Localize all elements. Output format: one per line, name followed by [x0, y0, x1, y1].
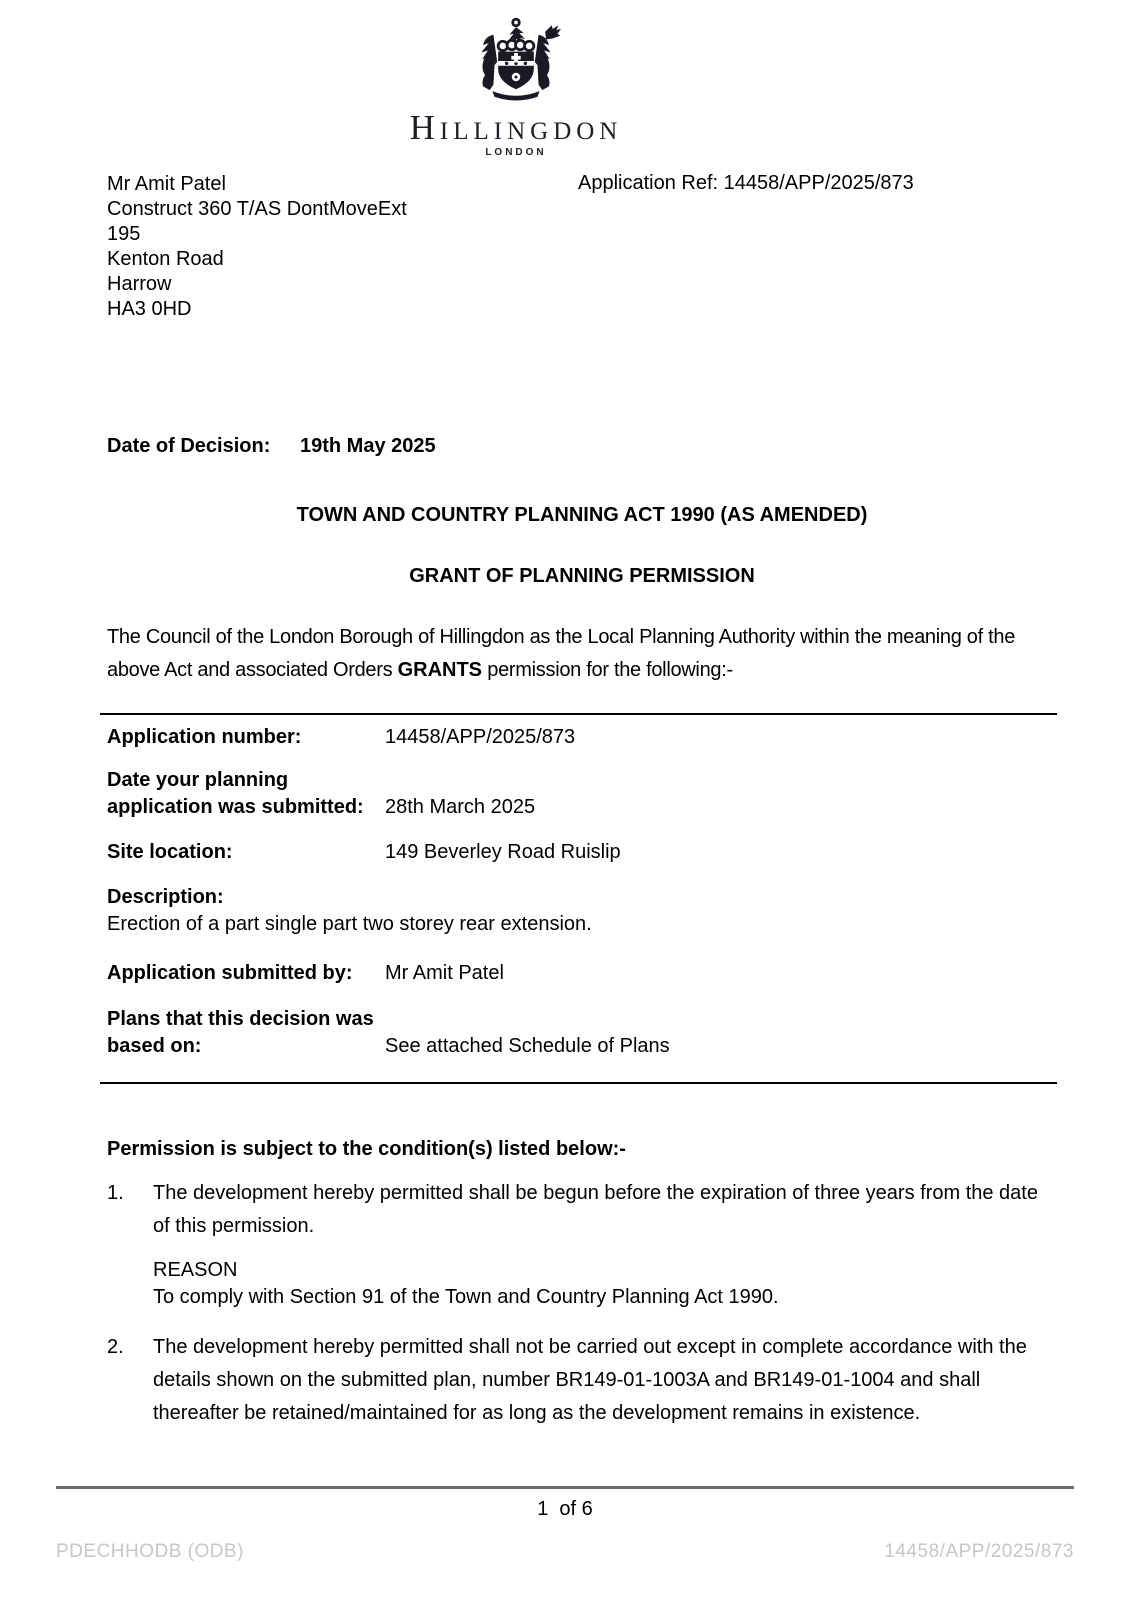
council-logo-subtitle: LONDON — [485, 147, 547, 158]
condition-1-reason — [153, 1257, 1057, 1311]
grant-heading: GRANT OF PLANNING PERMISSION — [409, 565, 755, 587]
condition-item-1 — [107, 1177, 1057, 1311]
condition-2-number: 2. — [107, 1336, 124, 1358]
submitted-by-row — [107, 960, 1057, 987]
footer-application-ref: 14458/APP/2025/873 — [884, 1541, 1074, 1562]
act-heading: TOWN AND COUNTRY PLANNING ACT 1990 (AS AMENDED) — [296, 504, 868, 526]
site-location-value: 149 Beverley Road Ruislip — [385, 841, 621, 863]
recipient-name: Mr Amit Patel — [107, 173, 226, 195]
intro-grants-word: GRANTS — [397, 659, 483, 681]
recipient-company: Construct 360 T/AS DontMoveExt — [107, 198, 407, 220]
date-of-decision-value: 19th May 2025 — [300, 435, 436, 457]
recipient-town: Harrow — [107, 273, 172, 295]
plans-label: Plans that this decision was based on: — [107, 1008, 374, 1057]
description-label: Description: — [107, 886, 224, 908]
submitted-date-label: Date your planning application was submitted: — [107, 769, 364, 818]
footer-document-code: PDECHHODB (ODB) — [56, 1541, 245, 1562]
page-number: 1 of 6 — [537, 1498, 593, 1520]
conditions-heading: Permission is subject to the condition(s) listed below:- — [107, 1138, 626, 1160]
submitted-date-value: 28th March 2025 — [385, 796, 536, 818]
divider-top — [100, 713, 1057, 715]
application-details — [107, 724, 1057, 1060]
application-number-row — [107, 724, 1057, 751]
intro-text-after: permission for the following:- — [482, 659, 733, 681]
plans-row — [107, 1006, 1057, 1060]
divider-bottom — [100, 1082, 1057, 1084]
hillingdon-crest-icon — [464, 14, 568, 108]
condition-1-reason-label: REASON — [153, 1259, 238, 1281]
plans-value: See attached Schedule of Plans — [385, 1035, 670, 1057]
date-of-decision-label: Date of Decision: — [107, 435, 271, 457]
condition-1-number: 1. — [107, 1182, 124, 1204]
recipient-house-number: 195 — [107, 223, 141, 245]
letter-head-row — [107, 172, 1130, 322]
date-of-decision-row — [107, 434, 1130, 459]
council-logo-wordmark: Hillingdon — [409, 108, 623, 147]
site-location-row — [107, 839, 1057, 866]
intro-text-before: The Council of the London Borough of Hillingdon as the Local Planning Authority within the meaning of the above Act and associated Orders — [107, 626, 1016, 681]
footer-divider — [56, 1486, 1074, 1489]
recipient-postcode: HA3 0HD — [107, 298, 192, 320]
submitted-by-label: Application submitted by: — [107, 962, 353, 984]
condition-1-text: The development hereby permitted shall be begun before the expiration of three years from the date of this permission. — [153, 1182, 1038, 1237]
application-number-label: Application number: — [107, 726, 302, 748]
intro-paragraph — [107, 621, 1057, 687]
application-number-value: 14458/APP/2025/873 — [385, 726, 576, 748]
condition-2-text: The development hereby permitted shall not be carried out except in complete accordance with the details shown on the submitted plan, number BR149-01-1003A and BR149-01-1004 and shall thereafter be retained/maintained for as long as the development remains in existence. — [153, 1336, 1027, 1424]
council-logo — [0, 0, 1081, 158]
submitted-by-value: Mr Amit Patel — [385, 962, 504, 984]
recipient-street: Kenton Road — [107, 248, 224, 270]
condition-item-2 — [107, 1331, 1057, 1430]
description-value: Erection of a part single part two storey rear extension. — [107, 913, 592, 935]
application-ref: Application Ref: 14458/APP/2025/873 — [578, 172, 914, 194]
condition-1-reason-text: To comply with Section 91 of the Town and Country Planning Act 1990. — [153, 1286, 779, 1308]
submitted-date-row — [107, 767, 1057, 821]
description-block — [107, 884, 1057, 938]
site-location-label: Site location: — [107, 841, 233, 863]
